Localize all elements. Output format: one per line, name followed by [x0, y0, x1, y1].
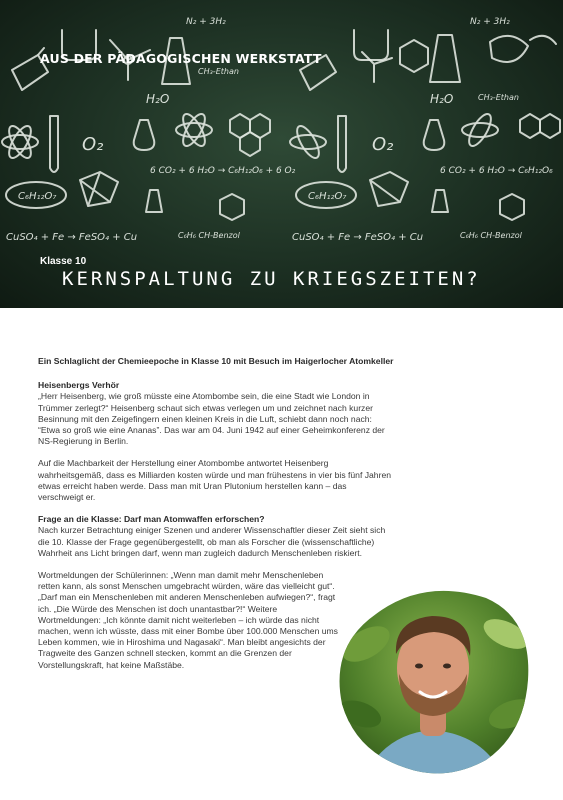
chalk-formula: 6 CO₂ + 6 H₂O → C₆H₁₂O₆ [440, 166, 553, 176]
chalk-formula: C₆H₁₂O₇ [308, 191, 347, 202]
class-label: Klasse 10 [40, 256, 87, 267]
page-title: KERNSPALTUNG ZU KRIEGSZEITEN? [62, 268, 481, 290]
chalk-formula: CH₃-Ethan [198, 67, 239, 76]
chalk-formula: N₂ + 3H₂ [470, 17, 510, 27]
header-banner [0, 0, 563, 308]
author-photo [336, 584, 532, 774]
article-section [38, 458, 394, 503]
section-text: Nach kurzer Betrachtung einiger Szenen und anderer Wissenschaftler dieser Zeit sieht sich die 10. Klasse der Frage gegenübergestellt, ob man als Forscher die (wissenschaftliche) Wahrheit ans Licht bringen darf, wenn man zugleich dadurch Menschenleben riskiert. [38, 525, 386, 558]
chalk-formula: O₂ [372, 134, 394, 155]
atom-icon [2, 111, 498, 161]
section-heading: Frage an die Klasse: Darf man Atomwaffen erforschen? [38, 514, 265, 525]
chalk-formula: C₆H₆ CH-Benzol [178, 231, 240, 240]
chalk-formula: CuSO₄ + Fe → FeSO₄ + Cu [292, 232, 424, 243]
article-subtitle: Ein Schlaglicht der Chemieepoche in Klasse 10 mit Besuch im Haigerlocher Atomkeller [38, 356, 394, 366]
chalk-formula: H₂O [146, 92, 170, 106]
chalk-formula: CH₃-Ethan [478, 93, 519, 102]
section-text: „Herr Heisenberg, wie groß müsste eine Atombombe sein, die eine Stadt wie London in Trümmer zerlegt?“ Heisenberg schaut sich etwas verlegen um und zeichnet nach kurzer Besinnung mit den Zeigefingern einen kleinen Kreis in die Luft, schiebt dann noch nach: “Etwa so groß wie eine Ananas”. Das war am 04. Juni 1942 auf einer Geheimkonferenz der NS-Regierung in Berlin. [38, 391, 385, 447]
section-heading: Heisenbergs Verhör [38, 380, 120, 391]
chalk-formula: 6 CO₂ + 6 H₂O → C₆H₁₂O₆ + 6 O₂ [150, 166, 296, 176]
chalk-formula: N₂ + 3H₂ [186, 17, 226, 27]
chalk-formula: C₆H₆ CH-Benzol [460, 231, 522, 240]
chalk-formula: O₂ [82, 134, 104, 155]
chalk-formula: CuSO₄ + Fe → FeSO₄ + Cu [6, 232, 138, 243]
section-text: Wortmeldungen der Schülerinnen: „Wenn man damit mehr Menschenleben retten kann, als sonst Menschen umgebracht würden, wäre das vielleicht gut“. „Darf man ein Menschenleben mit anderen Menschenleben aufwiegen?“, fragt ich. „Die Würde des Menschen ist doch unantastbar?!“ Weitere Wortmeldungen: „Ich könnte damit nicht weiterleben – ich würde das nicht machen, wenn ich wüsste, dass mit einer Bombe über 100.000 Menschen ums Leben kommen, wie in Hiroshima und Nagasaki“. Man bleibt angesichts der Tragweite des Ganzen schnell stecken, kommt an die Grenzen der Vorstellungskraft, hat keine Maßstäbe. [38, 570, 338, 670]
article-section [38, 380, 394, 447]
chalk-formula: C₆H₁₂O₇ [18, 191, 57, 202]
article-section [38, 514, 394, 559]
section-title: AUS DER PÄDAGOGISCHEN WERKSTATT [40, 51, 322, 66]
chalk-formula: H₂O [430, 92, 454, 106]
section-text: Auf die Machbarkeit der Herstellung einer Atombombe antwortet Heisenberg wahrheitsgemäß, dass es Milliarden kosten würde und man frühestens in vier bis fünf Jahren etwas erreicht haben werde. Dass man mit Uran Plutonium herstellen kann – das verschweigt er. [38, 458, 391, 503]
article-section [38, 570, 338, 671]
